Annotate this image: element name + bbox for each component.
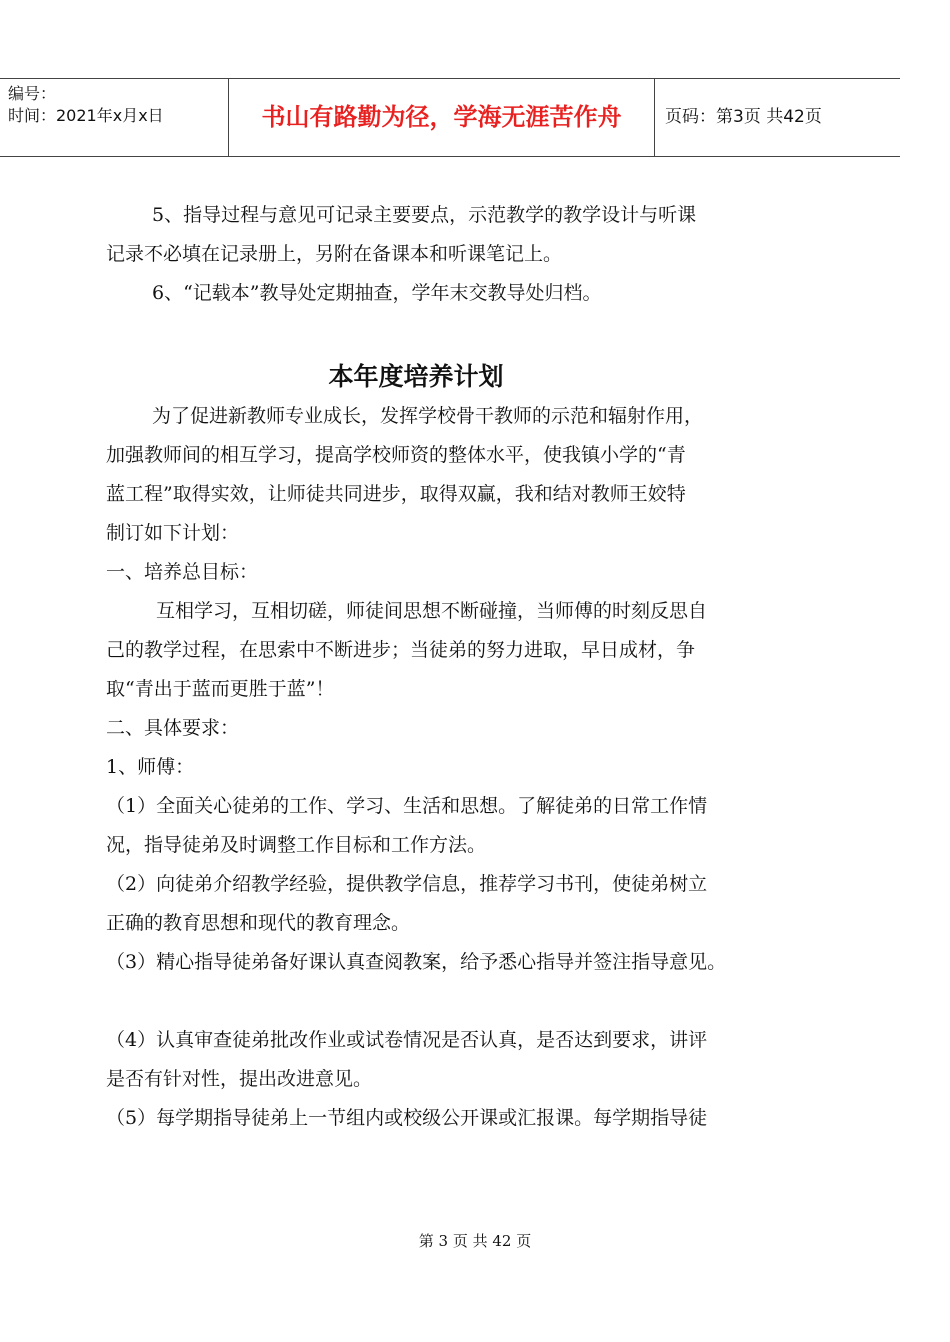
intro-line-4: 制订如下计划： [106,522,240,544]
intro-line-3: 蓝工程”取得实效，让师徒共同进步，取得双赢，我和结对教师王姣特 [106,483,686,505]
heading-master: 1、师傅： [106,756,195,778]
header-meta [0,79,229,156]
time-label: 时间：2021年x月x日 [8,106,164,125]
paragraph-5-line-2: 记录不必填在记录册上，另附在备课本和听课笔记上。 [106,243,563,265]
goal-line-3: 取“青出于蓝而更胜于蓝”！ [106,678,335,700]
req-2-line-2: 正确的教育思想和现代的教育理念。 [106,912,411,934]
number-label: 编号： [8,84,57,103]
goal-line-1: 互相学习，互相切磋，师徒间思想不断碰撞，当师傅的时刻反思自 [156,600,708,622]
page-header [0,78,900,157]
paragraph-6: 6、“记载本”教导处定期抽查，学年末交教导处归档。 [152,282,602,304]
heading-overall-goal: 一、培养总目标： [106,561,259,583]
req-2-line-1: （2）向徒弟介绍教学经验，提供教学信息，推荐学习书刊，使徒弟树立 [106,873,708,895]
spacer [106,313,806,352]
req-4-line-1: （4）认真审查徒弟批改作业或试卷情况是否认真，是否达到要求，讲评 [106,1029,708,1051]
req-1-line-1: （1）全面关心徒弟的工作、学习、生活和思想。了解徒弟的日常工作情 [106,795,708,817]
req-3: （3）精心指导徒弟备好课认真查阅教案，给予悉心指导并签注指导意见。 [106,951,727,973]
req-5-line-1: （5）每学期指导徒弟上一节组内或校级公开课或汇报课。每学期指导徒 [106,1107,708,1129]
heading-requirements: 二、具体要求： [106,717,240,739]
header-page-info: 页码：第3页 共42页 [665,107,822,127]
req-1-line-2: 况，指导徒弟及时调整工作目标和工作方法。 [106,834,487,856]
intro-line-1: 为了促进新教师专业成长，发挥学校骨干教师的示范和辐射作用， [152,405,704,427]
page-footer: 第 3 页 共 42 页 [418,1232,532,1250]
goal-line-2: 己的教学过程，在思索中不断进步；当徒弟的努力进取，早日成材，争 [106,639,696,661]
req-4-line-2: 是否有针对性，提出改进意见。 [106,1068,373,1090]
document-body [106,196,806,1138]
intro-line-2: 加强教师间的相互学习，提高学校师资的整体水平，使我镇小学的“青 [106,444,686,466]
header-motto: 书山有路勤为径，学海无涯苦作舟 [229,79,655,156]
section-title: 本年度培养计划 [328,362,504,391]
paragraph-5-line-1: 5、指导过程与意见可记录主要要点，示范教学的教学设计与听课 [152,204,697,226]
spacer [106,982,806,1021]
